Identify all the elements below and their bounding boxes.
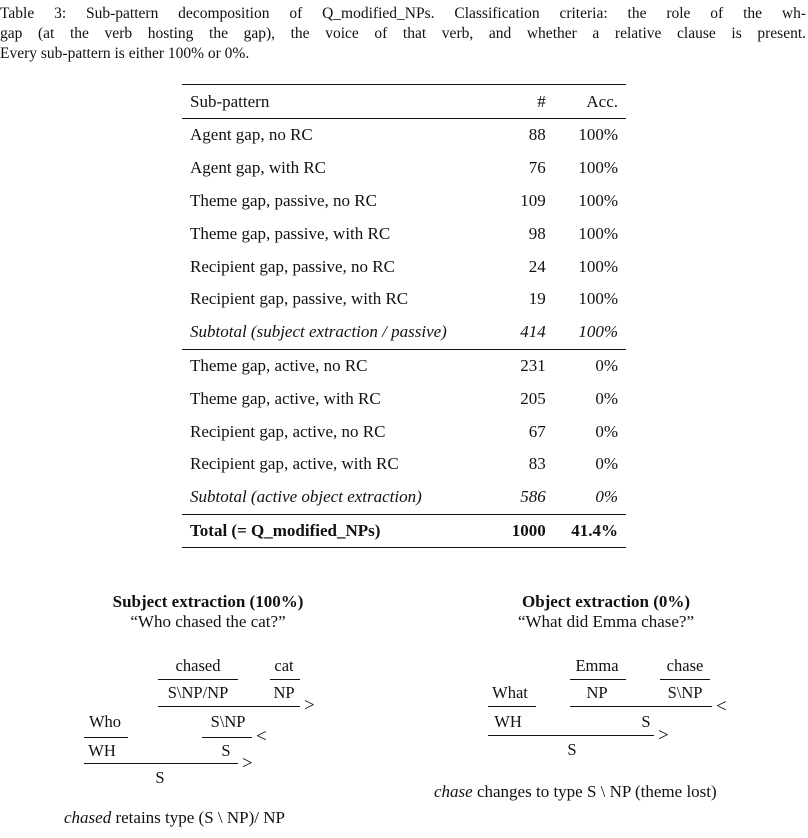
cell-pattern: Theme gap, active, with RC	[190, 388, 381, 408]
caption-line-1: Table 3: Sub-pattern decomposition of Q_modified_NPs. Classification criteria: the role of the wh-	[0, 5, 806, 22]
lexical-rule	[270, 679, 300, 680]
type-chase: S\NP	[667, 683, 703, 702]
lexical-rule	[488, 706, 536, 707]
type-vp: S\NP	[210, 712, 246, 731]
type-chased: S\NP/NP	[167, 683, 229, 702]
lexical-rule	[158, 679, 238, 680]
subject-note	[64, 808, 285, 828]
cell-pattern: Recipient gap, passive, no RC	[190, 256, 395, 276]
table-row	[182, 415, 626, 448]
subject-question: “Who chased the cat?”	[130, 612, 286, 631]
cell-count: 231	[520, 355, 546, 375]
cell-pattern: Recipient gap, active, with RC	[190, 454, 399, 474]
table-header-row	[182, 85, 626, 119]
subtotal-row	[182, 316, 626, 349]
table-row	[182, 185, 626, 218]
note-verb: chased	[64, 808, 112, 827]
table-row	[182, 349, 626, 382]
subtotal-row	[182, 481, 626, 514]
object-note	[434, 782, 717, 802]
cell-accuracy: 100%	[578, 125, 618, 145]
forward-combinator: >	[658, 725, 669, 746]
table-caption	[0, 4, 806, 64]
forward-application-rule	[84, 763, 238, 764]
object-question: “What did Emma chase?”	[517, 612, 695, 631]
cell-accuracy: 100%	[578, 223, 618, 243]
type-s-intermediate: S	[221, 741, 231, 760]
backward-combinator: <	[716, 696, 727, 717]
table-row	[182, 152, 626, 185]
sub-pattern-table	[182, 84, 626, 548]
cell-count: 83	[528, 454, 546, 474]
forward-application-rule	[488, 735, 654, 736]
backward-combinator: <	[256, 726, 267, 747]
lexical-rule	[660, 679, 710, 680]
cell-count: 76	[528, 158, 546, 178]
cell-pattern: Subtotal (active object extraction)	[190, 487, 422, 507]
word-who: Who	[88, 712, 122, 731]
header-sub-pattern: Sub-pattern	[190, 91, 270, 111]
subject-derivation-title: Subject extraction (100%)	[112, 592, 304, 611]
cell-accuracy: 41.4%	[571, 520, 618, 540]
cell-count: 109	[520, 190, 546, 210]
backward-application-rule	[202, 737, 252, 738]
type-what: WH	[494, 712, 522, 731]
word-what: What	[492, 683, 528, 702]
cell-accuracy: 0%	[595, 454, 618, 474]
cell-count: 67	[528, 421, 546, 441]
cell-count: 24	[528, 256, 546, 276]
type-who: WH	[88, 741, 116, 760]
cell-accuracy: 100%	[578, 158, 618, 178]
cell-accuracy: 100%	[578, 322, 618, 342]
type-s-final: S	[155, 768, 165, 787]
forward-combinator: >	[304, 695, 315, 716]
cell-accuracy: 0%	[595, 355, 618, 375]
cell-count: 88	[528, 125, 546, 145]
total-row	[182, 514, 626, 548]
note-text: retains type (S \ NP)/ NP	[111, 808, 285, 827]
note-verb: chase	[434, 782, 473, 801]
cell-pattern: Theme gap, passive, with RC	[190, 223, 391, 243]
cell-count: 1000	[511, 520, 546, 540]
note-text: changes to type S \ NP (theme lost)	[472, 782, 717, 801]
cell-accuracy: 100%	[578, 289, 618, 309]
cell-count: 98	[528, 223, 546, 243]
word-chase: chase	[666, 656, 704, 675]
cell-count: 19	[528, 289, 546, 309]
backward-application-rule	[570, 706, 712, 707]
word-chased: chased	[175, 656, 221, 675]
header-count: #	[537, 91, 546, 111]
cell-pattern: Theme gap, passive, no RC	[190, 190, 377, 210]
type-cat: NP	[273, 683, 295, 702]
cell-pattern: Theme gap, active, no RC	[190, 355, 368, 375]
table-row	[182, 119, 626, 152]
table-row	[182, 382, 626, 415]
table-row	[182, 217, 626, 250]
type-s-intermediate: S	[641, 712, 651, 731]
cell-pattern: Recipient gap, passive, with RC	[190, 289, 409, 309]
object-derivation-title: Object extraction (0%)	[521, 592, 691, 611]
caption-line-3: Every sub-pattern is either 100% or 0%.	[0, 45, 250, 62]
cell-accuracy: 0%	[595, 388, 618, 408]
type-emma: NP	[586, 683, 608, 702]
table-row	[182, 448, 626, 481]
word-cat: cat	[274, 656, 294, 675]
cell-count: 205	[520, 388, 546, 408]
cell-pattern: Agent gap, with RC	[190, 158, 326, 178]
cell-count: 414	[520, 322, 546, 342]
cell-pattern: Total (= Q_modified_NPs)	[190, 520, 381, 540]
forward-combinator: >	[242, 753, 253, 774]
table-row	[182, 250, 626, 283]
cell-pattern: Subtotal (subject extraction / passive)	[190, 322, 447, 342]
word-emma: Emma	[575, 656, 619, 675]
cell-accuracy: 0%	[595, 487, 618, 507]
cell-pattern: Recipient gap, active, no RC	[190, 421, 386, 441]
caption-line-2: gap (at the verb hosting the gap), the voice of that verb, and whether a relative clause is present.	[0, 25, 806, 42]
forward-application-rule	[158, 706, 300, 707]
cell-accuracy: 100%	[578, 190, 618, 210]
cell-count: 586	[520, 487, 546, 507]
lexical-rule	[570, 679, 626, 680]
lexical-rule	[84, 737, 128, 738]
cell-pattern: Agent gap, no RC	[190, 125, 313, 145]
table-row	[182, 283, 626, 316]
type-s-final: S	[567, 740, 577, 759]
cell-accuracy: 0%	[595, 421, 618, 441]
header-accuracy: Acc.	[586, 91, 618, 111]
cell-accuracy: 100%	[578, 256, 618, 276]
